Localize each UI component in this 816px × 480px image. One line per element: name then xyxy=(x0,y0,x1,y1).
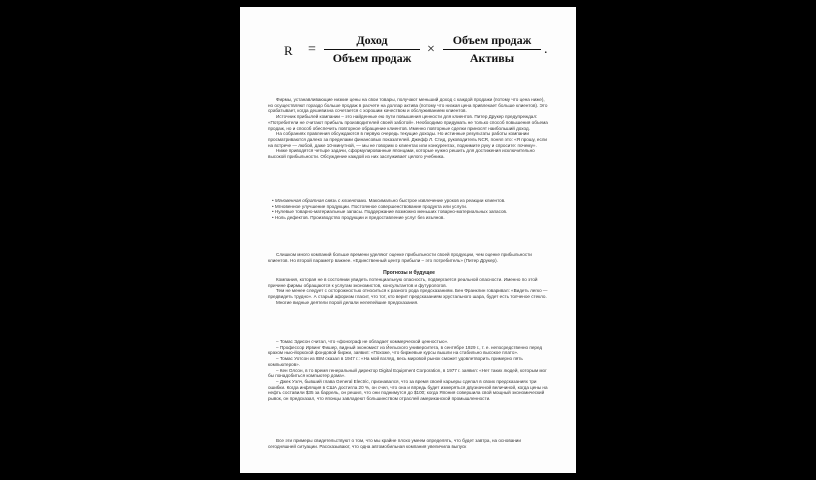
text-block-quotes xyxy=(268,339,550,402)
paragraph: Ниже приводятся четыре задачи, сформулированные японцами, которые нужно решить для достижения исключительно высокой прибыльности. Обсуждение каждой из них заслуживает целого учебника. xyxy=(268,148,535,160)
text-block-intro xyxy=(268,97,550,160)
list-item-text: Мгновенное улучшение продукции. Постоянное совершенствование продукта или услуги. xyxy=(274,203,468,209)
fraction-bar xyxy=(443,49,541,50)
quote: – Томас Эдисон считал, что «фонограф не обладает коммерческой ценностью». xyxy=(276,339,449,344)
list-item-text: Максимально быстрое извлечение уроков из реакции клиентов. xyxy=(367,198,506,203)
text-block-customers xyxy=(268,252,550,263)
document-page xyxy=(240,7,576,473)
list-item-emphasis: Мгновенная обратная связь с клиентами. xyxy=(274,198,368,203)
paragraph: На собраниях правления обсуждаются в первую очередь текущие доходы. Но истинные результаты работы компании просматриваются далеко за пределами финансовых показателей. Джефф Л. Стид, руководитель NCR, понял это: «Я прошу, если на встрече — любой, даже 10-минутной, — мы не говорим о клиентах или конкурентах, поднимите руку и спросите: почему». xyxy=(268,131,547,148)
section-heading: Прогнозы и будущее xyxy=(383,270,435,276)
list-item xyxy=(268,215,550,221)
task-list xyxy=(268,198,550,221)
formula-times-sign: × xyxy=(427,42,435,57)
list-item-text: Нулевые товарно-материальные запасы. Поддержание возможно меньших товарно-материальных запасов. xyxy=(274,209,508,215)
text-block-conclusion xyxy=(268,438,550,449)
quote: – Кен Олсон, в то время генеральный директор Digital Equipment Corporation, в 1977 г. заявил: «Нет таких людей, которым мог бы понадобиться компьютер дома». xyxy=(268,367,547,379)
list-item-text: Ноль дефектов. Производство продукции и предоставление услуг без изъянов. xyxy=(274,215,445,221)
quote: – Джек Уэлч, бывший глава General Electric, признавался, что за время своей карьеры сделал в своих предсказаниях три ошибки. Когда инфляция в США достигла 20 %, он счел, что она и впредь будет измеряться двузначной величиной, когда цены на нефть составили $35 за баррель, он решил, что они поднимутся до $100; когда Япония совершила свой мощный экономический рывок, он предсказал, что японцы завладеют большинством отраслей американской промышленности. xyxy=(268,378,548,402)
quote: – Профессор Ирвинг Фишер, видный экономист из Йельского университета, в сентябре 1929 г., т. е. непосредственно перед крахом нью-йоркской фондовой биржи, заявил: «Похоже, что биржевые курсы вышли на стабильно высокое плато». xyxy=(268,344,543,356)
fraction-numerator: Объем продаж xyxy=(452,33,532,47)
formula-lhs: R xyxy=(284,43,293,58)
paragraph: Источник прибылей компании – это найденные ею пути повышения ценности для клиентов. Питер Друкер предупреждал: «Потребители не считают прибыль производителей своей заботой». Необходимо придумать не только способ повышения объема продаж, но и способ обеспечить повторное обращение клиентов. Именно повторные сделки приносят наибольший доход. xyxy=(268,114,548,131)
fraction-denominator: Объем продаж xyxy=(332,51,412,65)
quote: – Томас Уотсон из IBM сказал в 1947 г.: «На мой взгляд, весь мировой рынок сможет удовлетворить примерно пять компьютеров». xyxy=(268,356,523,367)
text-block-tasks xyxy=(268,198,550,221)
fraction-bar xyxy=(324,49,420,50)
paragraph: Тем не менее следует с осторожностью относиться к разного рода предсказаниям. Бен Франклин говаривал: «Видеть легко — предвидеть трудно». А старый афоризм гласит, что тот, кто верит предсказаниям хрустального шара, будет есть толченое стекло. xyxy=(268,288,548,300)
fraction-numerator: Доход xyxy=(356,33,388,47)
paragraph: Компания, которая не в состоянии увидеть потенциальную опасность, подвергается реальной опасности. Именно по этой причине фирмы обращаются к услугам экономистов, консультантов и футурологов. xyxy=(268,277,538,288)
text-block-forecasts xyxy=(268,277,550,306)
profit-formula xyxy=(268,31,558,71)
paragraph: Все эти примеры свидетельствуют о том, что мы крайне плохо умеем определять, что будет завтра, на основании сегодняшней ситуации. Рассказывают, что одна автомобильная компания увеличила выпуск xyxy=(268,438,521,449)
paragraph: Слишком много компаний больше времени уделяют оценке прибыльности своей продукции, чем оценке прибыльности клиентов. Но второй параметр важнее. «Единственный центр прибыли – это потребитель» (Питер Друкер). xyxy=(268,252,532,263)
paragraph: Фирмы, устанавливающие низкие цены на свои товары, получают меньший доход с каждой продажи (потому что цена ниже), но осуществляют гораздо больше продаж в расчете на доллар актива (потому что низкая цена привлекает больше клиентов). Это срабатывает, когда дешевизна сочетается с хорошим качеством и обслуживанием клиентов. xyxy=(268,97,548,114)
formula-fraction-turnover xyxy=(443,33,541,66)
fraction-denominator: Активы xyxy=(469,51,515,65)
formula-period: . xyxy=(544,42,548,57)
paragraph: Многие видные деятели порой делали нелепейшие предсказания. xyxy=(276,299,419,305)
formula-equals-sign: = xyxy=(308,42,316,57)
formula-fraction-margin xyxy=(324,33,420,66)
